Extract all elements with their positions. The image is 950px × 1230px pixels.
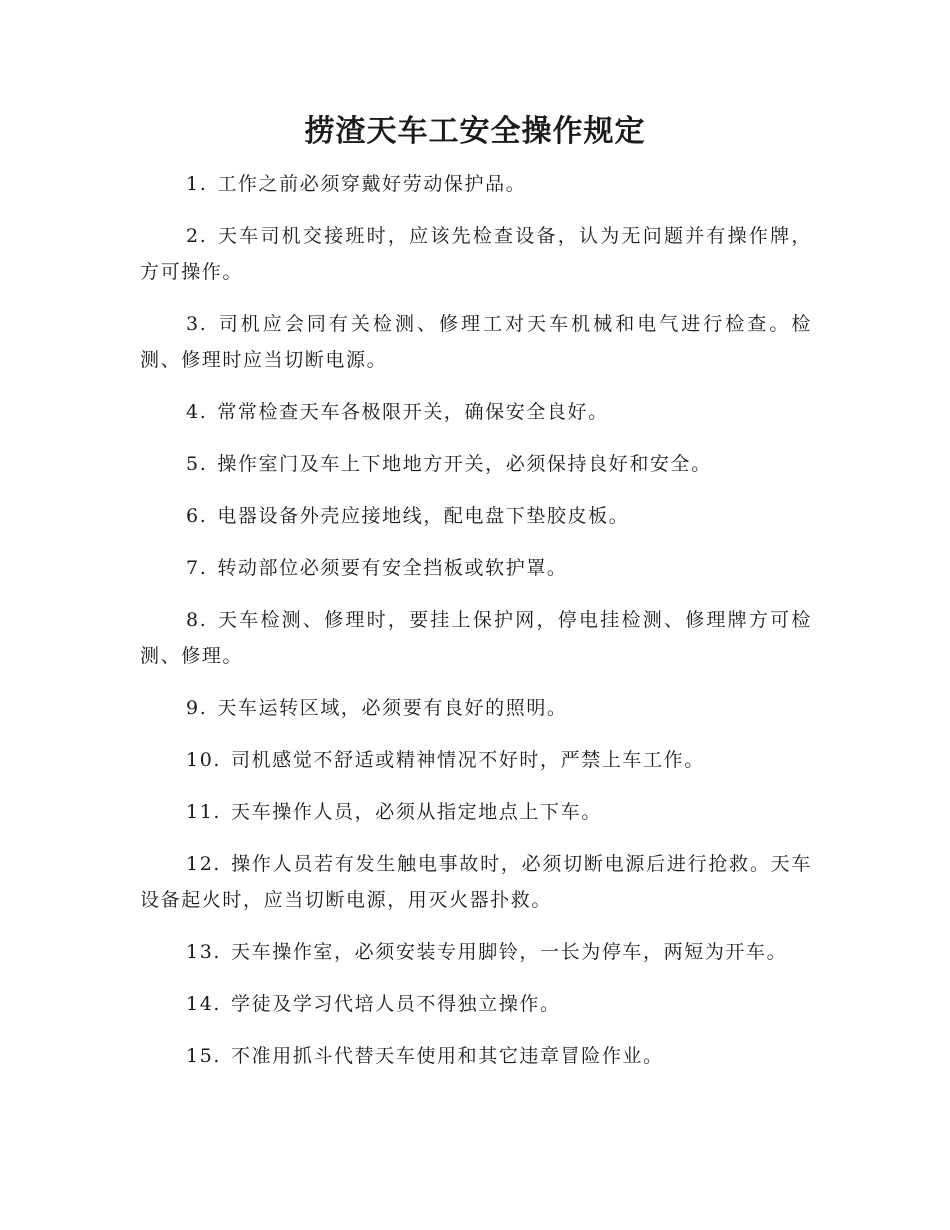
rule-item xyxy=(140,934,812,970)
rule-number: 4. xyxy=(186,401,208,423)
rule-text: 电器设备外壳应接地线，配电盘下垫胶皮板。 xyxy=(217,505,630,527)
rule-text: 天车检测、修理时，要挂上保护网，停电挂检测、修理牌方可检测、修理。 xyxy=(140,609,812,667)
rule-item xyxy=(140,986,812,1022)
rule-item xyxy=(140,446,812,482)
rule-item xyxy=(140,602,812,674)
rule-text: 学徒及学习代培人员不得独立操作。 xyxy=(231,993,561,1015)
rule-number: 12. xyxy=(186,853,222,875)
rule-number: 6. xyxy=(186,505,208,527)
rule-text: 天车运转区域，必须要有良好的照明。 xyxy=(217,697,568,719)
rule-text: 操作人员若有发生触电事故时，必须切断电源后进行抢救。天车设备起火时，应当切断电源，用灭火器扑救。 xyxy=(140,853,812,911)
rule-number: 10. xyxy=(186,749,222,771)
rule-list xyxy=(140,166,812,1090)
rule-number: 14. xyxy=(186,993,222,1015)
rule-item xyxy=(140,498,812,534)
rule-number: 8. xyxy=(186,609,208,631)
rule-item xyxy=(140,218,812,290)
rule-item xyxy=(140,794,812,830)
rule-number: 13. xyxy=(186,941,222,963)
rule-item xyxy=(140,846,812,918)
rule-text: 常常检查天车各极限开关，确保安全良好。 xyxy=(217,401,609,423)
rule-text: 工作之前必须穿戴好劳动保护品。 xyxy=(217,173,527,195)
rule-number: 2. xyxy=(186,225,208,247)
rule-number: 15. xyxy=(186,1045,222,1067)
rule-text: 转动部位必须要有安全挡板或软护罩。 xyxy=(217,557,568,579)
rule-item xyxy=(140,306,812,378)
rule-text: 天车操作人员，必须从指定地点上下车。 xyxy=(231,801,602,823)
rule-item xyxy=(140,394,812,430)
rule-number: 3. xyxy=(186,313,208,335)
rule-item xyxy=(140,690,812,726)
rule-text: 操作室门及车上下地地方开关，必须保持良好和安全。 xyxy=(217,453,712,475)
rule-text: 司机应会同有关检测、修理工对天车机械和电气进行检查。检测、修理时应当切断电源。 xyxy=(140,313,812,371)
rule-item xyxy=(140,742,812,778)
rule-text: 不准用抓斗代替天车使用和其它违章冒险作业。 xyxy=(231,1045,664,1067)
rule-text: 司机感觉不舒适或精神情况不好时，严禁上车工作。 xyxy=(231,749,705,771)
rule-number: 1. xyxy=(186,173,208,195)
rule-text: 天车操作室，必须安装专用脚铃，一长为停车，两短为开车。 xyxy=(231,941,788,963)
rule-item xyxy=(140,1038,812,1074)
rule-number: 7. xyxy=(186,557,208,579)
rule-text: 天车司机交接班时，应该先检查设备，认为无问题并有操作牌，方可操作。 xyxy=(140,225,812,283)
rule-item xyxy=(140,550,812,586)
rule-number: 9. xyxy=(186,697,208,719)
rule-number: 11. xyxy=(186,801,222,823)
rule-item xyxy=(140,166,812,202)
document-title: 捞渣天车工安全操作规定 xyxy=(304,114,646,149)
rule-number: 5. xyxy=(186,453,208,475)
